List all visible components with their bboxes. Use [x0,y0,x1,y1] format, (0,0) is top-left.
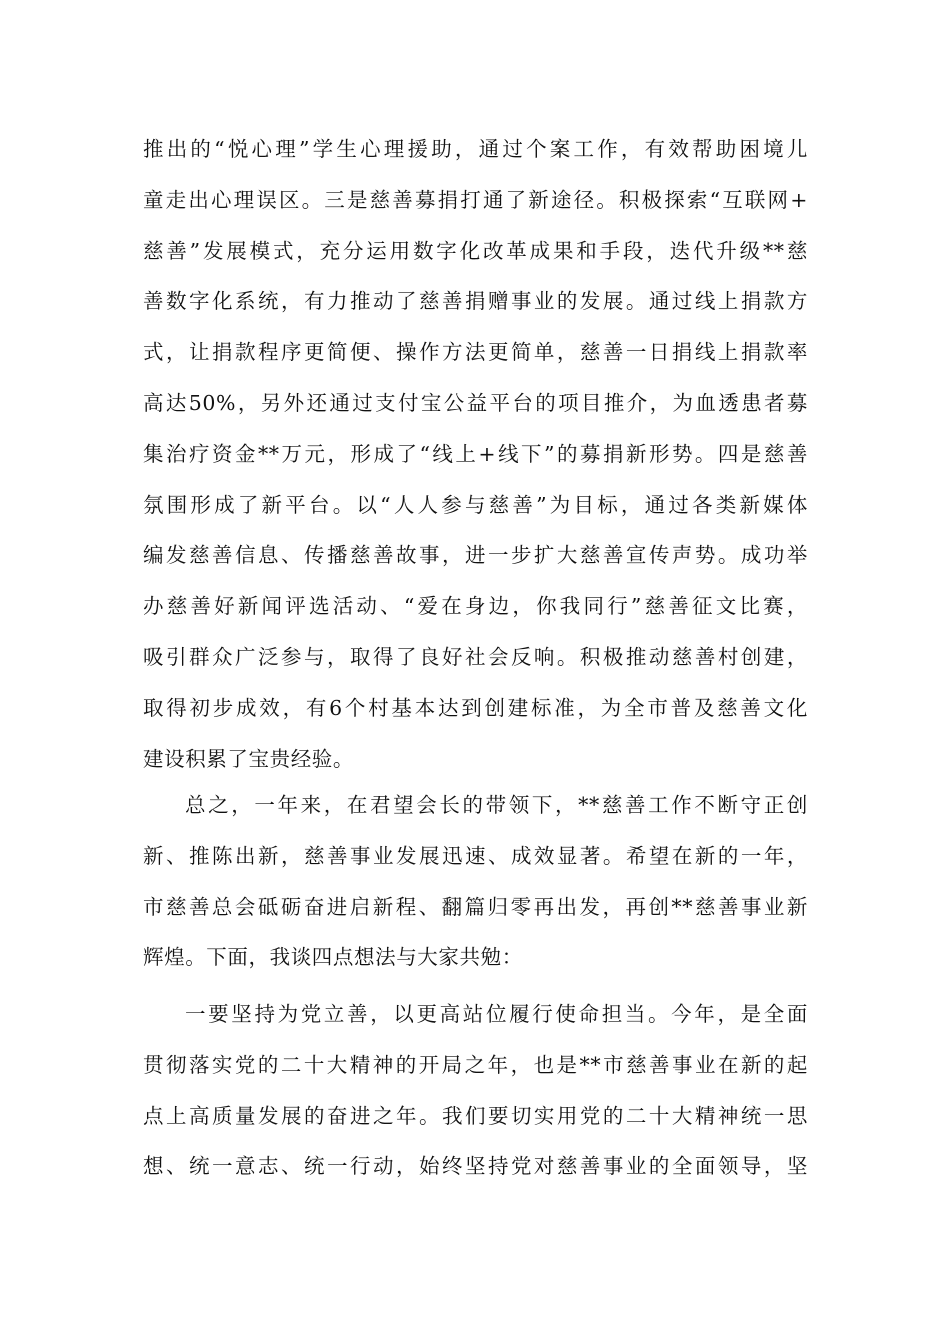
text-line: 总之，一年来，在君望会长的带领下，**慈善工作不断守正创 [185,793,808,817]
text-line: 贯彻落实党的二十大精神的开局之年，也是**市慈善事业在新的起 [143,1052,808,1077]
text-line: 善数字化系统，有力推动了慈善捐赠事业的发展。通过线上捐款方 [143,289,808,314]
text-line: 童走出心理误区。三是慈善募捐打通了新途径。积极探索“互联网+ [143,187,808,212]
text-line: 市慈善总会砥砺奋进启新程、翻篇归零再出发，再创**慈善事业新 [143,894,808,919]
text-line: 吸引群众广泛参与，取得了良好社会反响。积极推动慈善村创建， [143,644,808,669]
text-line: 辉煌。下面，我谈四点想法与大家共勉： [143,945,523,970]
paragraph-first-point [143,989,808,1192]
text-line: 建设积累了宝贵经验。 [143,746,354,771]
text-line: 想、统一意志、统一行动，始终坚持党对慈善事业的全面领导，坚 [143,1154,808,1179]
text-line: 一要坚持为党立善，以更高站位履行使命担当。今年，是全面 [185,1002,808,1026]
text-line: 办慈善好新闻评选活动、“爱在身边，你我同行”慈善征文比赛， [143,594,808,619]
text-line: 氛围形成了新平台。以“人人参与慈善”为目标，通过各类新媒体 [143,492,808,517]
text-line: 慈善”发展模式，充分运用数字化改革成果和手段，迭代升级**慈 [143,238,808,263]
paragraph-charity-achievements [143,124,808,784]
text-line: 推出的“悦心理”学生心理援助，通过个案工作，有效帮助困境儿 [143,137,808,161]
text-line: 高达50%，另外还通过支付宝公益平台的项目推介，为血透患者募 [143,390,808,415]
text-line: 取得初步成效，有6个村基本达到创建标准，为全市普及慈善文化 [143,695,808,720]
text-line: 点上高质量发展的奋进之年。我们要切实用党的二十大精神统一思 [143,1103,808,1128]
text-line: 式，让捐款程序更简便、操作方法更简单，慈善一日捐线上捐款率 [143,340,808,365]
paragraph-summary [143,780,808,983]
text-line: 新、推陈出新，慈善事业发展迅速、成效显著。希望在新的一年， [143,843,808,868]
text-line: 集治疗资金**万元，形成了“线上+线下”的募捐新形势。四是慈善 [143,441,808,466]
text-line: 编发慈善信息、传播慈善故事，进一步扩大慈善宣传声势。成功举 [143,543,808,568]
